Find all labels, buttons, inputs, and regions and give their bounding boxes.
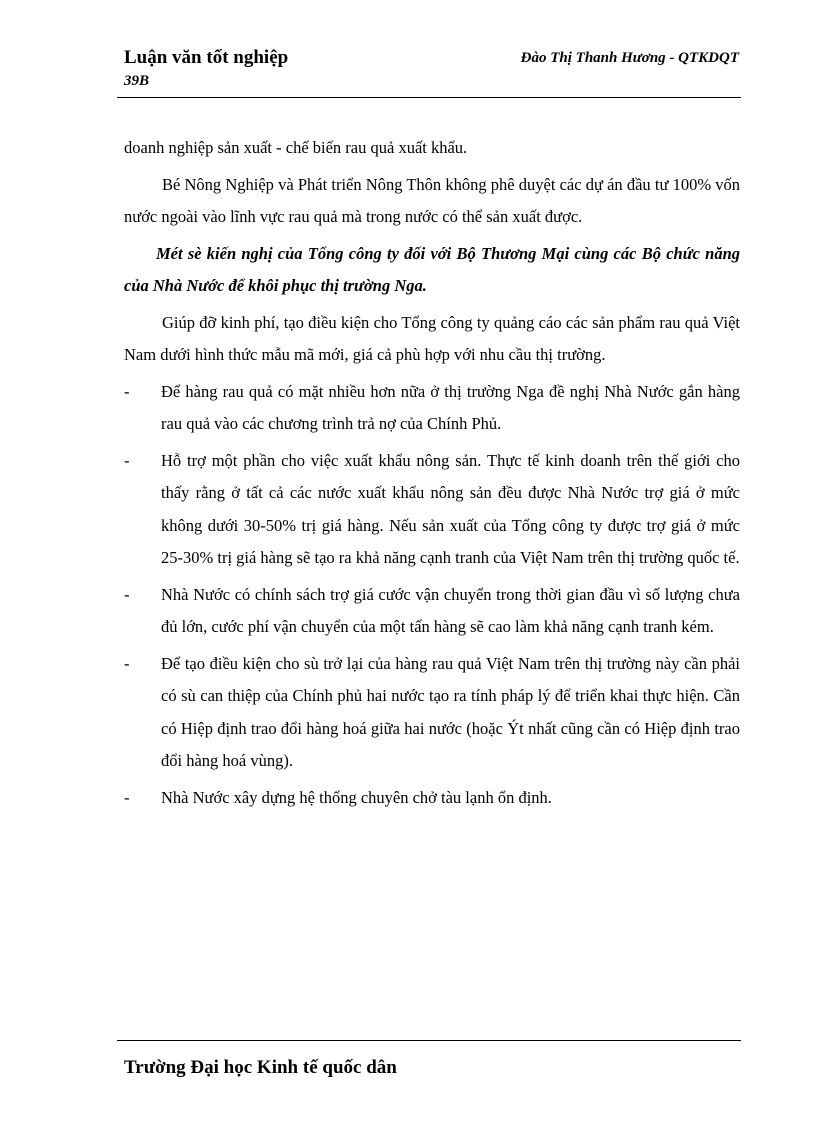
bullet-marker: - [124, 381, 130, 401]
bullet-text: Hỗ trợ một phần cho việc xuất khẩu nông sản. Thực tế kinh doanh trên thế giới cho thấy rằng ở tất cả các nước xuất khẩu nông sản đều được Nhà Nước trợ giá ở mức không dưới 30-50% trị giá hàng. Nếu sản xuất của Tổng công ty được trợ giá ở mức 25-30% trị giá hàng sẽ tạo ra khả năng cạnh tranh của Việt Nam trên thị trường quốc tế. [161, 450, 740, 567]
bullet-text: Nhà Nước xây dựng hệ thống chuyên chở tàu lạnh ổn định. [161, 787, 552, 807]
document-body [124, 132, 740, 814]
paragraph: Bé Nông Nghiệp và Phát triển Nông Thôn không phê duyệt các dự án đầu tư 100% vốn nước ngoài vào lĩnh vực rau quả mà trong nước có thể sản xuất được. [124, 174, 740, 226]
bullet-item [124, 648, 740, 778]
bullet-item [124, 782, 740, 815]
header-class-code: 39B [124, 73, 150, 89]
bullet-marker: - [124, 653, 130, 673]
bullet-item [124, 376, 740, 441]
bullet-marker: - [124, 450, 130, 470]
paragraph: Giúp đỡ kinh phí, tạo điều kiện cho Tổng công ty quảng cáo các sản phẩm rau quả Việt Nam dưới hình thức mẫu mã mới, giá cả phù hợp với nhu cầu thị trường. [124, 312, 740, 364]
footer-divider [117, 1040, 741, 1041]
header-author: Đào Thị Thanh Hương - QTKDQT [520, 50, 739, 66]
header-title: Luận văn tốt nghiệp [124, 47, 289, 68]
bullet-marker: - [124, 584, 130, 604]
bullet-text: Để tạo điều kiện cho sù trở lại của hàng rau quả Việt Nam trên thị trường này cần phải có sù can thiệp của Chính phủ hai nước tạo ra tính pháp lý để triển khai thực hiện. Cần có Hiệp định trao đổi hàng hoá giữa hai nước (hoặc Ýt nhất cũng cần có Hiệp định trao đổi hàng hoá vùng). [161, 653, 740, 770]
bullet-item [124, 579, 740, 644]
bullet-text: Nhà Nước có chính sách trợ giá cước vận chuyển trong thời gian đầu vì số lượng chưa đủ lớn, cước phí vận chuyển của một tấn hàng sẽ cao làm khả năng cạnh tranh kém. [161, 584, 740, 636]
section-heading: Mét sè kiến nghị của Tổng công ty đối với Bộ Thương Mại cùng các Bộ chức năng của Nhà Nước để khôi phục thị trường Nga. [124, 243, 740, 295]
paragraph: doanh nghiệp sản xuất - chế biến rau quả xuất khẩu. [124, 138, 468, 157]
header-divider [117, 97, 741, 98]
bullet-text: Để hàng rau quả có mặt nhiều hơn nữa ở thị trường Nga đề nghị Nhà Nước gắn hàng rau quả vào các chương trình trả nợ của Chính Phủ. [161, 381, 740, 433]
footer-school: Trường Đại học Kinh tế quốc dân [124, 1057, 397, 1078]
bullet-item [124, 445, 740, 575]
bullet-marker: - [124, 787, 130, 807]
